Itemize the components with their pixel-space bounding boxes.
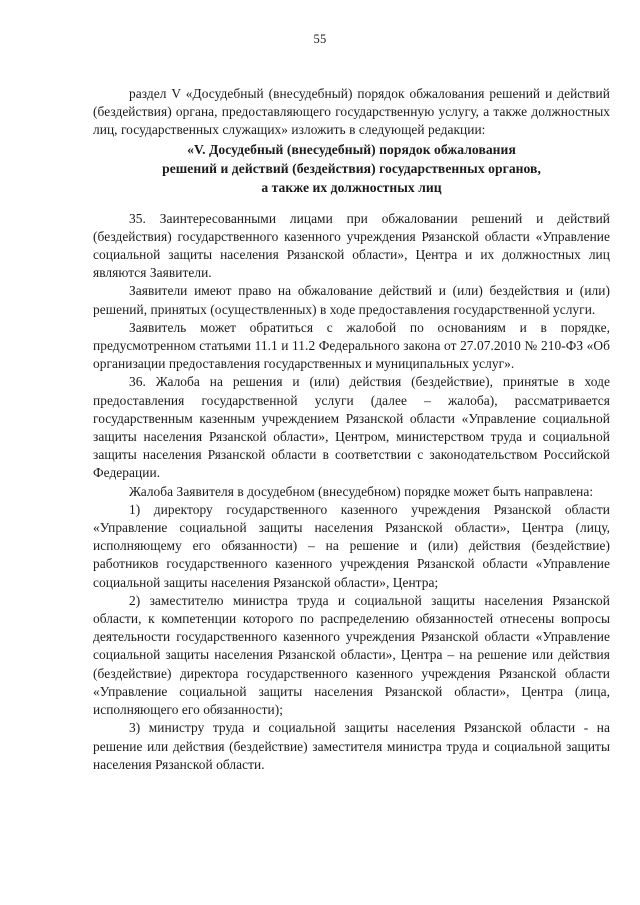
spacer: [93, 197, 610, 210]
section-heading-line: а также их должностных лиц: [261, 179, 442, 195]
section-heading-line: «V. Досудебный (внесудебный) порядок обжалования: [187, 141, 516, 157]
list-item-2: 2) заместителю министра труда и социальной защиты населения Рязанской области, к компетенции которого по распределению обязанностей отнесены вопросы деятельности государственного казенного учреждения Рязанской области «Управление социальной защиты населения Рязанской области», Центра – на решение или действия (бездействие) директора государственного казенного учреждения Рязанской области «Управление социальной защиты населения Рязанской области», Центра (лица, исполняющего его обязанности);: [93, 592, 610, 718]
section-heading: [93, 140, 610, 197]
section-heading-line: решений и действий (бездействия) государственных органов,: [162, 160, 541, 176]
list-item-3: 3) министру труда и социальной защиты населения Рязанской области - на решение или действия (бездействие) заместителя министра труда и социальной защиты населения Рязанской области.: [93, 720, 610, 772]
paragraph: Жалоба Заявителя в досудебном (внесудебном) порядке может быть направлена:: [129, 483, 594, 499]
list-item-1: 1) директору государственного казенного учреждения Рязанской области «Управление социальной защиты населения Рязанской области», Центра (лицу, исполняющему его обязанности) – на решение и (или) действия (бездействие) работников государственного казенного учреждения Рязанской области «Управление социальной защиты населения Рязанской области», Центра;: [93, 501, 610, 590]
paragraph-36: 36. Жалоба на решения и (или) действия (бездействие), принятые в ходе предоставления государственной услуги (далее – жалоба), рассматривается государственным казенным учреждением Рязанской области «Управление социальной защиты населения Рязанской области», Центром, министерством труда и социальной защиты населения Рязанской области в соответствии с законодательством Российской Федерации.: [93, 374, 610, 481]
paragraph: Заявители имеют право на обжалование действий и (или) бездействия и (или) решений, принятых (осуществленных) в ходе предоставления государственной услуги.: [93, 283, 610, 317]
intro-paragraph: раздел V «Досудебный (внесудебный) порядок обжалования решений и действий (бездействия) органа, предоставляющего государственную услугу, а также должностных лиц, государственных служащих» изложить в следующей редакции:: [93, 86, 610, 138]
document-body: [93, 85, 610, 774]
paragraph-35: 35. Заинтересованными лицами при обжаловании решений и действий (бездействия) государственного казенного учреждения Рязанской области «Управление социальной защиты населения Рязанской области», Центра и их должностных лиц являются Заявители.: [93, 210, 610, 281]
page-number: 55: [313, 32, 327, 46]
paragraph: Заявитель может обратиться с жалобой по основаниям и в порядке, предусмотренном статьями 11.1 и 11.2 Федерального закона от 27.07.2010 № 210-ФЗ «Об организации предоставления государственных и муниципальных услуг».: [93, 319, 610, 372]
